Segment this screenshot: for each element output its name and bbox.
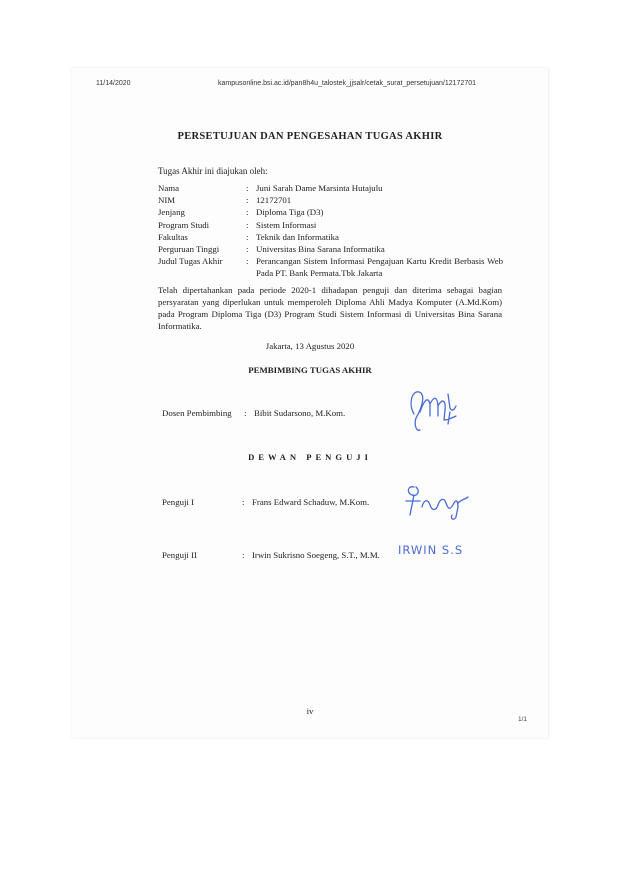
place-date: Jakarta, 13 Agustus 2020 xyxy=(265,341,355,351)
info-value: Diploma Tiga (D3) xyxy=(256,207,324,218)
examiner1-label: Penguji I xyxy=(162,497,195,507)
supervisor-signature xyxy=(404,382,460,438)
examiner2-label: Penguji II xyxy=(162,550,197,560)
print-url: kampusonline.bsi.ac.id/pan8h4u_talostek_jjsalr/cetak_surat_persetujuan/12172701 xyxy=(218,80,477,87)
info-colon: : xyxy=(246,219,249,230)
supervisor-heading: PEMBIMBING TUGAS AKHIR xyxy=(248,365,372,375)
info-colon: : xyxy=(246,244,249,255)
info-value: Perancangan Sistem Informasi Pengajuan Kartu Kredit Berbasis Web Pada PT. Bank Permata.Tbk Jakarta xyxy=(256,256,503,279)
intro-text: Tugas Akhir ini diajukan oleh: xyxy=(158,166,268,176)
info-row-nim xyxy=(158,194,503,206)
info-row-fakultas xyxy=(158,231,503,243)
info-label: NIM xyxy=(158,195,176,206)
examiner2-row xyxy=(162,550,380,560)
info-label: Jenjang xyxy=(158,207,185,218)
info-value: Juni Sarah Dame Marsinta Hutajulu xyxy=(256,183,383,193)
examiner1-row xyxy=(162,497,369,507)
examiner1-signature xyxy=(402,481,472,521)
examiner1-colon: : xyxy=(242,497,245,507)
examiner2-name: Irwin Sukrisno Soegeng, S.T., M.M. xyxy=(252,550,380,560)
info-row-jenjang xyxy=(158,206,503,218)
page-number: iv xyxy=(306,706,314,716)
info-label: Fakultas xyxy=(158,231,188,242)
info-row-perguruan-tinggi xyxy=(158,243,503,255)
supervisor-row xyxy=(162,408,345,418)
print-page-count: 1/1 xyxy=(518,716,528,723)
info-value: Universitas Bina Sarana Informatika xyxy=(256,244,385,255)
info-value: Teknik dan Informatika xyxy=(256,231,339,242)
info-label: Judul Tugas Akhir xyxy=(158,256,223,267)
info-colon: : xyxy=(246,231,249,242)
examiner2-colon: : xyxy=(242,550,245,560)
info-colon: : xyxy=(246,195,249,206)
info-label: Perguruan Tinggi xyxy=(158,244,220,255)
document-page xyxy=(72,68,548,738)
info-row-program-studi xyxy=(158,219,503,231)
info-row-judul xyxy=(158,255,503,279)
info-colon: : xyxy=(246,183,249,193)
document-title: PERSETUJUAN DAN PENGESAHAN TUGAS AKHIR xyxy=(177,131,443,142)
student-info-table xyxy=(158,182,503,280)
info-colon: : xyxy=(246,256,249,267)
info-label: Nama xyxy=(158,183,180,193)
info-value: Sistem Informasi xyxy=(256,219,317,230)
examiner2-signature: IRWIN S.S xyxy=(398,543,464,557)
examiner1-name: Frans Edward Schaduw, M.Kom. xyxy=(252,497,370,507)
info-label: Program Studi xyxy=(158,219,210,230)
info-value: 12172701 xyxy=(256,195,292,206)
info-colon: : xyxy=(246,207,249,218)
info-row-nama xyxy=(158,182,503,194)
examiners-heading: DEWAN PENGUJI xyxy=(248,452,372,462)
supervisor-label: Dosen Pembimbing xyxy=(162,408,232,418)
print-date: 11/14/2020 xyxy=(96,80,131,87)
approval-paragraph: Telah dipertahankan pada periode 2020-1 dihadapan penguji dan diterima sebagai bagian persyaratan yang diperlukan untuk memperoleh Diploma Ahli Madya Komputer (A.Md.Kom) pada Program Diploma Tiga (D3) Program Studi Sistem Informasi di Universitas Bina Sarana Informatika. xyxy=(158,285,502,331)
supervisor-name: Bibit Sudarsono, M.Kom. xyxy=(254,408,346,418)
supervisor-colon: : xyxy=(244,408,247,418)
